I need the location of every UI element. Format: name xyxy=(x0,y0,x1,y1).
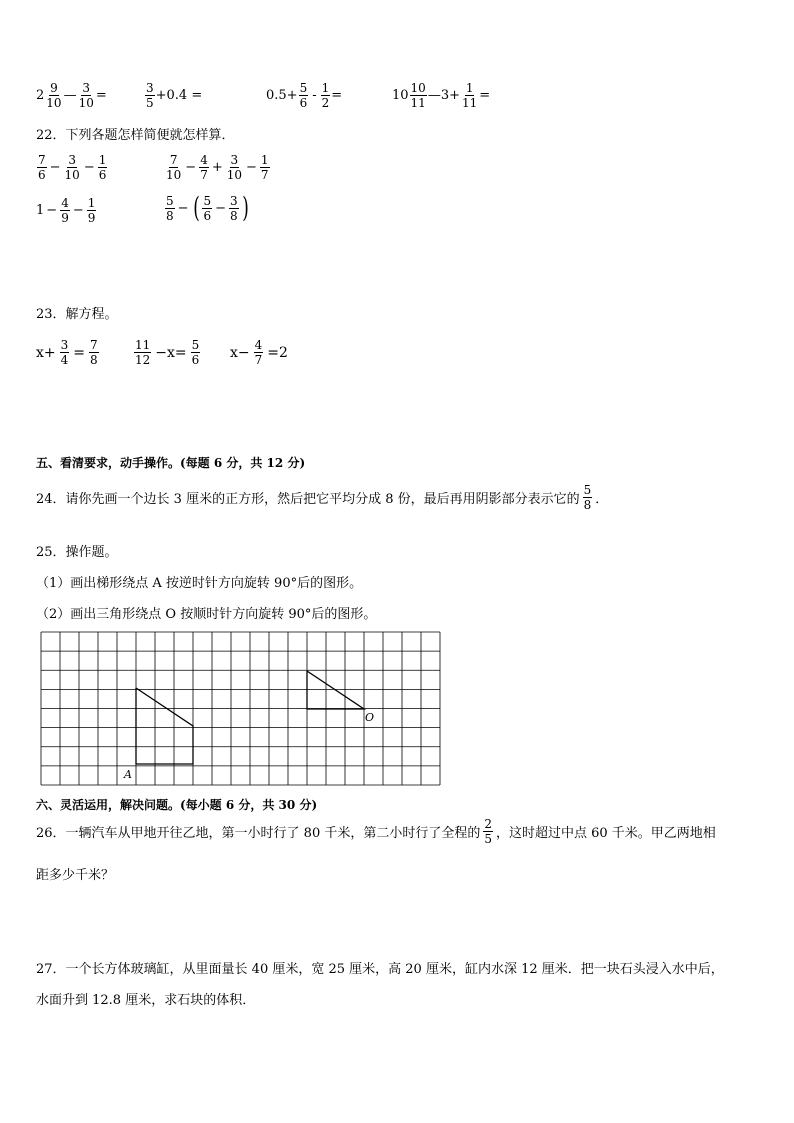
grid-lines xyxy=(41,632,440,785)
q22-expr-c: 1 − $\frac{4}{9}$ − $\frac{1}{9}$ xyxy=(36,196,96,225)
fraction: 3 5 xyxy=(146,81,154,110)
q22-expr-b: 7 10 − $\frac{4}{7}$ + $\frac{3}{10}$ − $\frac{1}{7}$ xyxy=(166,153,269,182)
q21-expr-4: 10 10 11 —3+ $\frac{1}{11}$ = xyxy=(392,81,491,110)
q23-eq-2: 11 12 −x= $\frac{5}{6}$ xyxy=(135,338,200,367)
q23-eq-1: x+ $\frac{3}{4}$ = $\frac{7}{8}$ xyxy=(36,338,98,367)
trapezoid xyxy=(136,688,193,764)
fraction: 11 12 xyxy=(135,338,151,367)
fraction: $\frac{1}{9}$ xyxy=(87,196,96,225)
q22-title: 22．下列各题怎样简便就怎样算． xyxy=(36,128,235,143)
fraction: 5 6 xyxy=(203,193,212,223)
q27-line-2: 水面升到 12.8 厘米，求石块的体积． xyxy=(36,993,256,1008)
fraction: 7 6 xyxy=(38,153,46,182)
section-6-title: 六、灵活运用，解决问题。(每小题 6 分，共 30 分) xyxy=(36,798,318,812)
fraction: $\frac{4}{7}$ xyxy=(200,153,208,182)
fraction: $\frac{1}{7}$ xyxy=(260,153,269,182)
q27-line-1: 27．一个长方体玻璃缸，从里面量长 40 厘米，宽 25 厘米，高 20 厘米，缸内水深 12 厘米．把一块石头浸入水中后， xyxy=(36,962,724,977)
q25-part-2: （2）画出三角形绕点 O 按顺时针方向旋转 90°后的图形。 xyxy=(36,607,377,622)
q21-expr-2: 3 5 +0.4 = xyxy=(146,81,203,110)
fraction: 5 8 xyxy=(583,483,592,512)
q26-line-2: 距多少千米？ xyxy=(36,868,115,883)
section-5-title: 五、看清要求，动手操作。(每题 6 分，共 12 分) xyxy=(36,456,306,470)
fraction: $\frac{1}{11}$ xyxy=(462,81,478,110)
fraction: $\frac{3}{10}$ xyxy=(226,153,243,182)
fraction: 5 8 xyxy=(166,193,174,223)
q26-line-1: 26．一辆汽车从甲地开往乙地，第一小时行了 80 千米，第二小时行了全程的 2 5 ，这时超过中点 60 千米。甲乙两地相 xyxy=(36,817,716,846)
fraction: 2 5 xyxy=(484,817,492,846)
fraction: $\frac{3}{10}$ xyxy=(78,81,94,110)
right-paren: ) xyxy=(241,191,249,224)
fraction: 7 10 xyxy=(166,153,182,182)
grid-figure xyxy=(40,631,442,788)
fraction: $\frac{5}{6}$ xyxy=(191,338,200,367)
point-a-label: A xyxy=(124,768,132,781)
point-o-label: O xyxy=(365,711,375,724)
fraction: 10 11 xyxy=(410,81,426,110)
q22-expr-d: 5 8 − ( 5 6 − $\frac{3}{8}$ ) xyxy=(166,191,249,224)
fraction: $\frac{3}{10}$ xyxy=(64,153,80,182)
fraction: $\frac{4}{7}$ xyxy=(254,338,263,367)
fraction: $\frac{1}{2}$ xyxy=(321,81,330,110)
q25-title: 25．操作题。 xyxy=(36,545,118,560)
fraction: $\frac{3}{8}$ xyxy=(230,193,238,223)
fraction: $\frac{7}{8}$ xyxy=(90,338,98,367)
q25-part-1: （1）画出梯形绕点 A 按逆时针方向旋转 90°后的图形。 xyxy=(36,576,363,591)
fraction: $\frac{4}{9}$ xyxy=(61,196,69,225)
q21-expr-1: 2 9 10 — $\frac{3}{10}$ = xyxy=(36,81,107,110)
q23-title: 23．解方程。 xyxy=(36,307,118,322)
left-paren: ( xyxy=(192,191,200,224)
q24: 24．请你先画一个边长 3 厘米的正方形，然后把它平均分成 8 份，最后再用阴影部分表示它的 5 8 ． xyxy=(36,483,609,512)
q22-expr-a: 7 6 − $\frac{3}{10}$ − $\frac{1}{6}$ xyxy=(38,153,107,182)
fraction: 9 10 xyxy=(46,81,62,110)
fraction: $\frac{5}{6}$ xyxy=(299,81,308,110)
triangle xyxy=(307,671,364,709)
fraction: $\frac{1}{6}$ xyxy=(98,153,107,182)
fraction: $\frac{3}{4}$ xyxy=(60,338,69,367)
q23-eq-3: x− $\frac{4}{7}$ =2 xyxy=(230,338,288,367)
q21-expr-3: 0.5+ $\frac{5}{6}$ - $\frac{1}{2}$ = xyxy=(266,81,343,110)
